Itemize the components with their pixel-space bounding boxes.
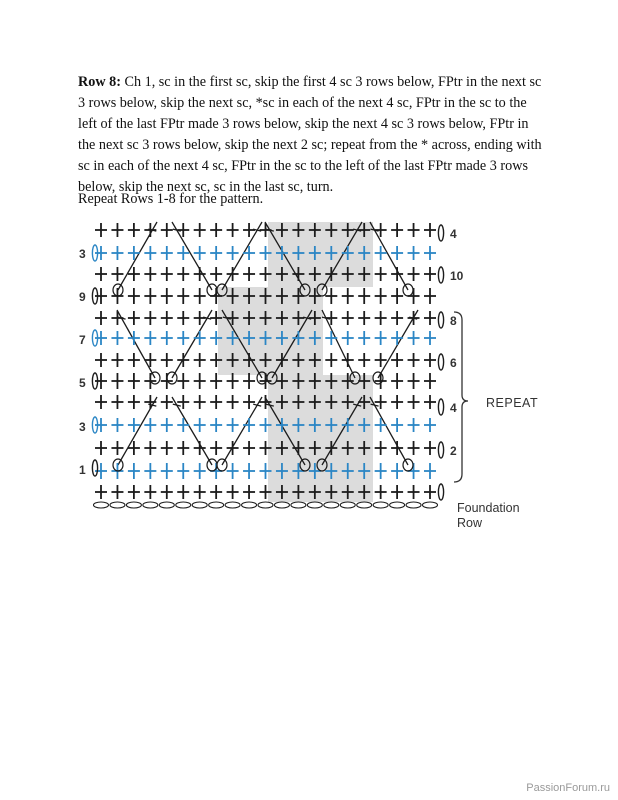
left-row-label: 7: [79, 333, 86, 347]
chain-stitch: [110, 502, 125, 508]
right-row-label: 4: [450, 227, 457, 241]
right-row-label: 10: [450, 269, 464, 283]
chain-stitch: [209, 502, 224, 508]
chain-stitch: [324, 502, 339, 508]
chain-stitch: [274, 502, 289, 508]
chain-stitch: [390, 502, 405, 508]
turning-chain: [438, 267, 443, 283]
right-row-label: 6: [450, 356, 457, 370]
right-row-label: 4: [450, 401, 457, 415]
chain-stitch: [373, 502, 388, 508]
turning-chain: [438, 484, 443, 500]
fptr-stitch: [117, 310, 155, 378]
row-8-text: Ch 1, sc in the first sc, skip the first 4 sc 3 rows below, FPtr in the next sc 3 rows below, skip the next sc, *sc in each of the next 4 sc, FPtr in the sc to the left of the last FPtr made 3 rows below, skip the next 4 sc 3 rows below, FPtr in the next sc 3 rows below, skip the next 2 sc; repeat from the * across, ending with sc in each of the next 4 sc, FPtr in the sc to the left of the last FPtr made 3 rows below, skip the next sc, sc in the last sc, turn.: [78, 74, 542, 195]
row-8-label: Row 8:: [78, 74, 121, 90]
fptr-stitch: [370, 397, 408, 465]
turning-chain: [438, 312, 443, 328]
right-row-label: 8: [450, 314, 457, 328]
fptr-stitch: [222, 222, 262, 290]
chain-stitch: [406, 502, 421, 508]
foundation-label: Foundation: [457, 501, 520, 515]
chain-stitch: [94, 502, 109, 508]
left-row-label: 5: [79, 376, 86, 390]
chain-stitch: [291, 502, 306, 508]
chain-stitch: [258, 502, 273, 508]
turning-chain: [438, 225, 443, 241]
turning-chain: [438, 354, 443, 370]
chain-stitch: [340, 502, 355, 508]
fptr-stitch: [172, 310, 212, 378]
chain-stitch: [126, 502, 141, 508]
fptr-stitch: [172, 397, 212, 465]
chain-stitch: [307, 502, 322, 508]
fptr-stitch: [370, 222, 408, 290]
chain-stitch: [225, 502, 240, 508]
right-row-label: 2: [450, 444, 457, 458]
turning-chain: [92, 460, 97, 476]
chain-stitch: [357, 502, 372, 508]
turning-chain: [438, 399, 443, 415]
chain-stitch: [192, 502, 207, 508]
left-row-label: 9: [79, 290, 86, 304]
watermark: PassionForum.ru: [526, 782, 610, 794]
chain-stitch: [159, 502, 174, 508]
chain-stitch: [423, 502, 438, 508]
fptr-stitch: [322, 310, 355, 378]
left-row-label: 3: [79, 420, 86, 434]
fptr-stitch: [172, 222, 212, 290]
chain-stitch: [143, 502, 158, 508]
left-row-label: 1: [79, 463, 86, 477]
foundation-row-label: Row: [457, 516, 483, 530]
repeat-label: REPEAT: [486, 396, 539, 410]
fptr-stitch: [222, 397, 262, 465]
repeat-instruction: Repeat Rows 1-8 for the pattern.: [78, 191, 264, 207]
chain-stitch: [176, 502, 191, 508]
shaded-cable-areas: [218, 222, 373, 502]
left-row-label: 3: [79, 247, 86, 261]
turning-chain: [438, 442, 443, 458]
chain-stitch: [242, 502, 257, 508]
shaded-block: [268, 375, 373, 502]
